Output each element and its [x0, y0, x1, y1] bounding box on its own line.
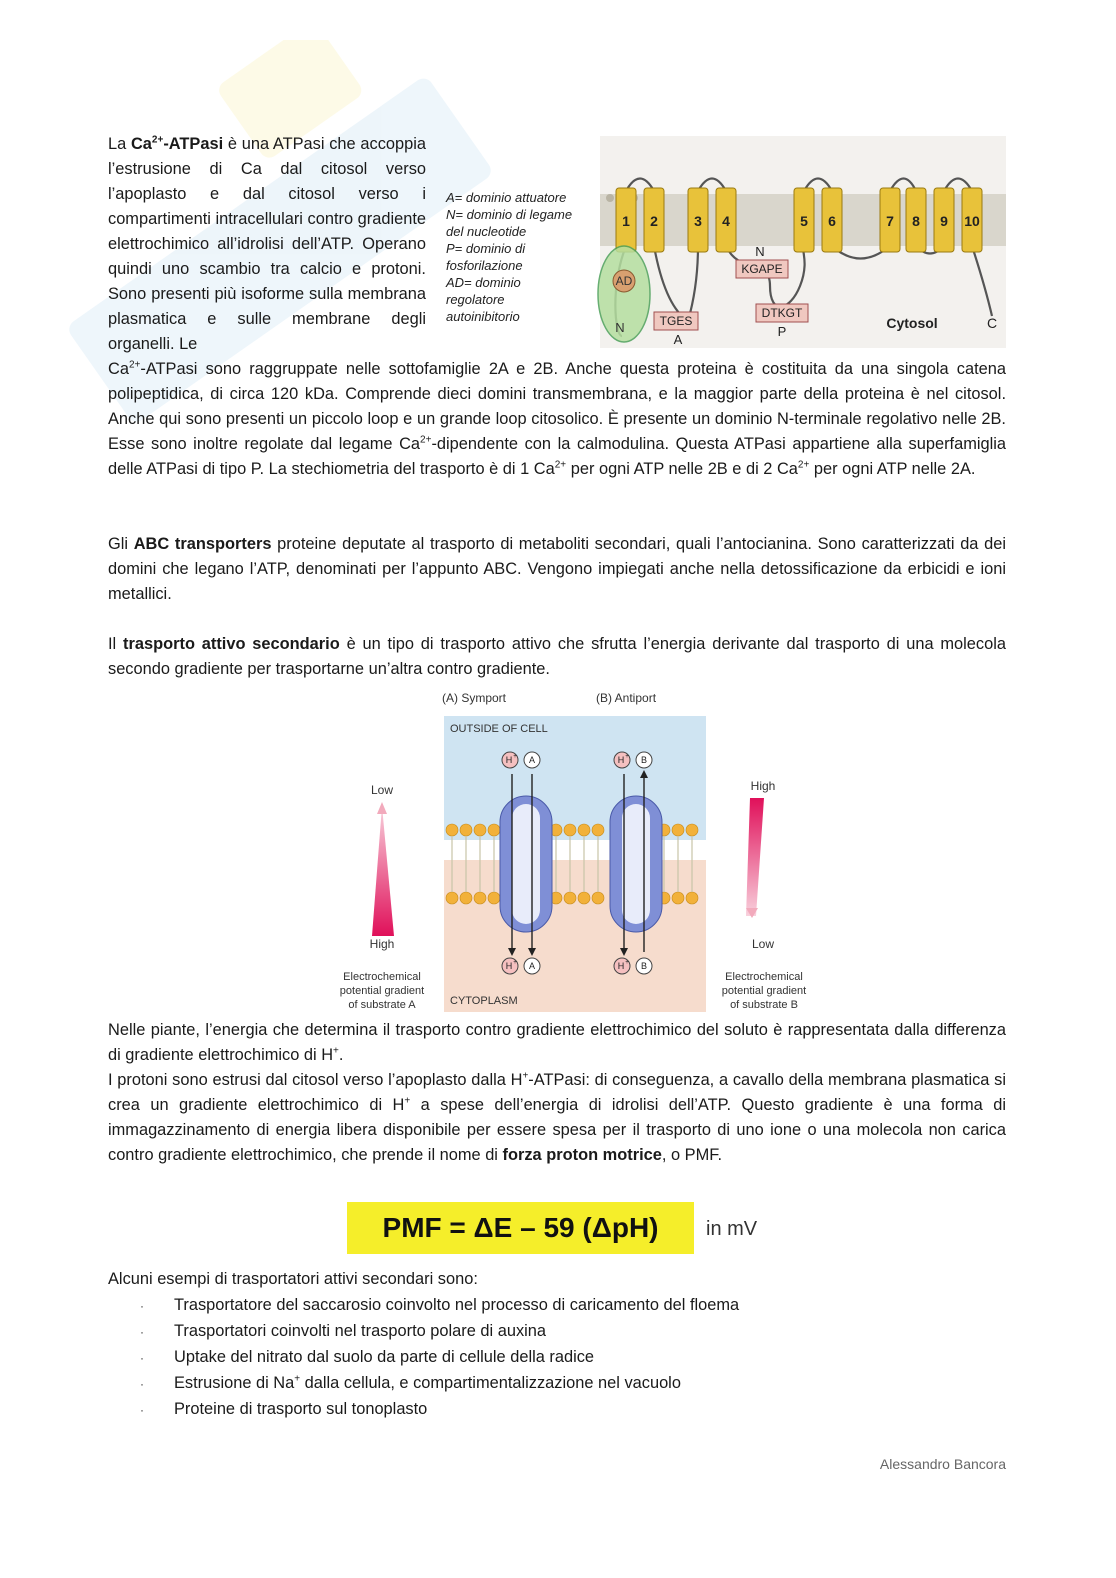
pmf-unit: in mV	[706, 1218, 758, 1240]
ion-b: B	[640, 961, 648, 971]
kgape-label: KGAPE	[741, 262, 783, 276]
legend-line-1: A= dominio attuatore	[446, 190, 567, 205]
legend-line-2: N= dominio di legame	[446, 207, 573, 222]
helix-label: 8	[912, 213, 920, 229]
list-item: · Trasportatore del saccarosio coinvolto nel processo di caricamento del floema	[140, 1296, 740, 1314]
helix-label: 5	[800, 213, 808, 229]
helix-label: 1	[622, 213, 630, 229]
list-item: · Estrusione di Na+ dalla cellula, e compartimentalizzazione nel vacuolo	[140, 1373, 681, 1392]
a-domain-label: A	[673, 332, 683, 347]
legend-line-8: autoinibitorio	[446, 309, 520, 324]
ion-b: B	[640, 755, 648, 765]
n-domain-label: N	[755, 244, 765, 259]
ion-h: H	[617, 755, 625, 765]
helix-label: 4	[722, 213, 730, 229]
left-caption-2: potential gradient	[339, 985, 425, 997]
right-caption-3: of substrate B	[730, 999, 798, 1011]
ion-h-sup: +	[513, 960, 517, 966]
abc-transporters-paragraph: Gli ABC transporters proteine deputate al trasporto di metaboliti secondari, quali l’antocianina. Sono caratterizzati da dei domini che legano l’ATP, denominati per l’appunto ABC. Vengono impiegati anche nella detossificazione da erbicidi e ioni metallici.	[108, 535, 1006, 603]
cytoplasm-label: CYTOPLASM	[450, 995, 518, 1007]
legend-line-4: P= dominio di	[446, 241, 526, 256]
author-footer: Alessandro Bancora	[879, 1456, 1006, 1472]
helix-label: 7	[886, 213, 894, 229]
symport-antiport-figure	[326, 686, 818, 1012]
ca-atpase-details: $Ca^{2+}$-ATPasi sono raggruppate nelle sottofamiglie 2A e 2B. Anche questa proteina è costituita da una singola catena polipeptidica, di circa 120 kDa. Comprende dieci domini transmembrana, e la maggior parte della proteina è nel citosol. Anche qui sono presenti un piccolo loop e un grande loop citosolico. È presente un dominio N-terminale regolativo nelle 2B. Esse sono inoltre regolate dal legame $Ca^{2+}$-dipendente con la calmodulina. Questa ATPasi appartiene alla superfamiglia delle ATPasi di tipo P. La stechiometria del trasporto è di 1 $Ca^{2+}$ per ogni ATP nelle 2B e di 2 $Ca^{2+}$ per ogni ATP nelle 2A.	[108, 359, 1007, 478]
n-terminus-label: N	[615, 320, 625, 335]
pmf-paragraph: I protoni sono estrusi dal citosol verso l’apoplasto dalla H+-ATPasi: di conseguenza, a cavallo della membrana plasmatica si crea un gradiente elettrochimico di H+ a spese dell’energia di idrolisi dell’ATP. Questo gradiente è una forma di immagazzinamento di energia libera disponibile per essere spesa per il trasporto di uno ione o una molecola non carica contro gradiente elettrochimico, che prende il nome di forza proton motrice, o PMF.	[108, 1070, 1006, 1164]
legend-line-3: del nucleotide	[446, 224, 527, 239]
tges-label: TGES	[659, 314, 693, 328]
examples-list	[140, 1292, 1000, 1422]
ion-a: A	[528, 961, 536, 971]
symport-label: (A) Symport	[442, 691, 507, 705]
ion-h: H	[617, 961, 625, 971]
ion-h-sup: +	[625, 960, 629, 966]
ca-atpase-topology-figure	[440, 136, 1006, 348]
cytosol-label: Cytosol	[886, 315, 938, 331]
left-low-label: Low	[370, 783, 394, 797]
helix-label: 3	[694, 213, 702, 229]
ion-h: H	[505, 755, 513, 765]
plant-energy-paragraph: Nelle piante, l’energia che determina il trasporto contro gradiente elettrochimico del soluto è rappresentata dalla differenza di gradiente elettrochimico di H+.	[108, 1021, 1006, 1064]
legend-line-5: fosforilazione	[446, 258, 523, 273]
secondary-transport-paragraph: Il trasporto attivo secondario è un tipo di trasporto attivo che sfrutta l’energia derivante dal trasporto di una molecola secondo gradiente per trasportarne un’altra contro gradiente.	[108, 635, 1006, 678]
pmf-formula: PMF = ΔE – 59 (ΔpH)	[347, 1202, 694, 1254]
dtkgt-label: DTKGT	[761, 306, 803, 320]
helix-label: 9	[940, 213, 948, 229]
list-item: · Uptake del nitrato dal suolo da parte di cellule della radice	[140, 1348, 595, 1366]
c-terminus-label: C	[986, 315, 998, 331]
ion-h-sup: +	[513, 754, 517, 760]
right-low-label: Low	[751, 937, 775, 951]
right-high-label: High	[750, 779, 776, 793]
left-high-label: High	[369, 937, 395, 951]
helix-label: 6	[828, 213, 836, 229]
legend-line-7: regolatore	[446, 292, 505, 307]
legend-line-6: AD= dominio	[446, 275, 521, 290]
examples-intro: Alcuni esempi di trasportatori attivi secondari sono:	[108, 1270, 478, 1288]
right-caption-1: Electrochemical	[725, 971, 803, 983]
left-caption-3: of substrate A	[348, 999, 416, 1011]
helix-label: 10	[964, 213, 980, 229]
antiport-label: (B) Antiport	[596, 691, 657, 705]
ion-a: A	[528, 755, 536, 765]
p-domain-label: P	[777, 324, 787, 339]
ad-label: AD	[615, 274, 633, 288]
list-item: · Proteine di trasporto sul tonoplasto	[140, 1400, 428, 1418]
ion-h: H	[505, 961, 513, 971]
outside-of-cell-label: OUTSIDE OF CELL	[450, 723, 548, 735]
list-item: · Trasportatori coinvolti nel trasporto polare di auxina	[140, 1322, 547, 1340]
ca-atpase-intro: La $Ca^{2+}$-ATPasi è una ATPasi che accoppia l’estrusione di Ca dal citosol verso l’apoplasto e dal citosol verso i compartimenti intracellulari contro gradiente elettrochimico all’idrolisi dell’ATP. Operano quindi uno scambio tra calcio e protoni. Sono presenti più isoforme sulla membrana plasmatica e sulle membrane degli organelli. Le	[108, 134, 426, 353]
helix-label: 2	[650, 213, 658, 229]
right-caption-2: potential gradient	[721, 985, 807, 997]
left-caption-1: Electrochemical	[343, 971, 421, 983]
ion-h-sup: +	[625, 754, 629, 760]
